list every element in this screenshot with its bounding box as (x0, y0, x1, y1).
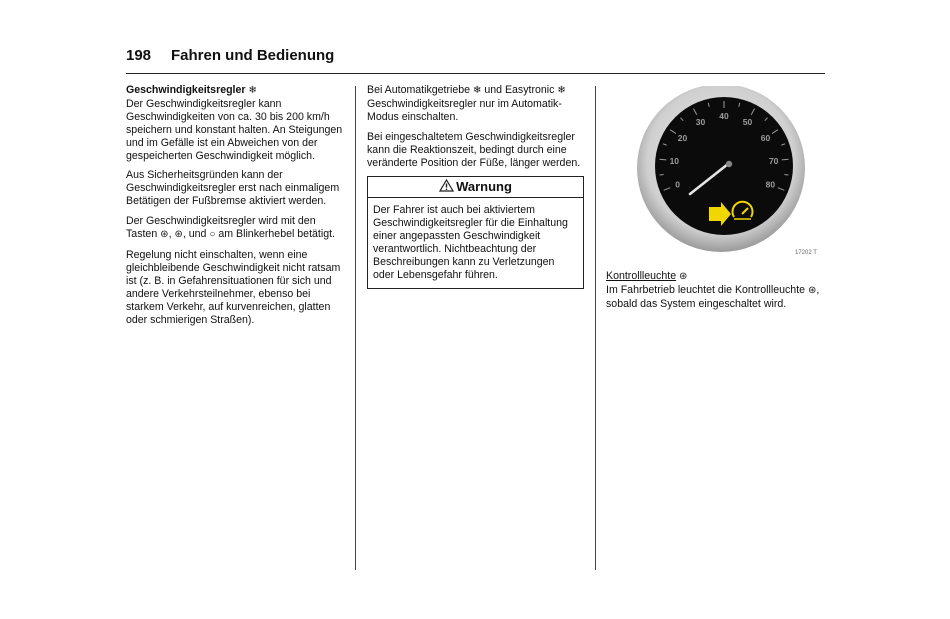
page-number: 198 (126, 47, 152, 64)
paragraph-safety: Aus Sicherheitsgründen kann der Geschwindigkeitsregler erst nach einmaligem Betätigen der Fußbremse aktiviert werden. (126, 169, 340, 208)
warning-title (368, 177, 583, 198)
kontroll-text-b: , sobald das System eingeschaltet wird. (606, 283, 820, 310)
automatic-text-c: Geschwindigkeitsregler nur im Automatik-Modus einschalten. (367, 97, 562, 123)
column-2 (367, 84, 587, 289)
column-divider-1 (355, 86, 356, 570)
column-3-text (606, 270, 831, 311)
paragraph-intro: Der Geschwindigkeitsregler kann Geschwindigkeiten von ca. 30 bis 200 km/h speichern und konstant halten. An Steigungen und im Gefälle ist ein Abweichen von der gespeicherten Geschwindigkeit möglich. (126, 97, 343, 162)
gauge-number: 60 (760, 133, 771, 143)
automatic-text-a: Bei Automatikgetriebe (367, 84, 471, 96)
warning-box (367, 176, 584, 288)
gauge-tick (782, 159, 789, 160)
option-snowflake-icon: ❄ (248, 85, 257, 96)
column-divider-2 (595, 86, 596, 570)
kontroll-description (606, 284, 831, 311)
automatic-text-b: und Easytronic (484, 84, 555, 96)
kontroll-heading-text: Kontrollleuchte (606, 270, 677, 282)
buttons-text-b: , (168, 228, 172, 241)
cruise-set-icon: ⊛ (160, 229, 169, 241)
page-title: Fahren und Bedienung (171, 47, 335, 64)
option-snowflake-icon: ❄ (473, 85, 482, 96)
warning-triangle-icon (439, 179, 454, 192)
gauge-number: 0 (675, 179, 680, 190)
gauge-needle-hub (726, 161, 732, 167)
gauge-tick (659, 159, 666, 160)
paragraph-caution: Regelung nicht einschalten, wenn eine gleichbleibende Geschwindigkeit nicht ratsam ist (z. B. in Gefahrensituationen für sich und andere Verkehrsteilnehmer, ebenso bei starkem Verkehr, auf kurvenreichen, glatten oder schmierigen Straßen). (126, 248, 341, 326)
buttons-text-a: Der Geschwindigkeitsregler wird mit den Tasten (126, 215, 316, 241)
buttons-text-c: , und (182, 228, 207, 241)
cruise-control-icon: ⊛ (679, 271, 688, 282)
kontroll-heading (606, 270, 831, 284)
header-rule (126, 73, 825, 74)
gauge-number: 50 (742, 116, 753, 127)
cruise-resume-icon: ⊛ (174, 229, 183, 241)
gauge-number: 80 (765, 179, 776, 190)
image-code: 17202 T (795, 250, 817, 256)
paragraph-reaction: Bei eingeschaltetem Geschwindigkeitsregler kann die Reaktionszeit, bedingt durch eine veränderte Position der Füße, länger werden. (367, 130, 581, 169)
section-heading (126, 84, 348, 98)
paragraph-automatic (367, 84, 587, 124)
page-header (126, 45, 826, 75)
gauge-number: 20 (677, 133, 688, 143)
gauge-number: 40 (719, 111, 729, 121)
column-1 (126, 84, 348, 333)
kontroll-text-a: Im Fahrbetrieb leuchtet die Kontrollleuchte (606, 283, 806, 296)
cruise-control-icon: ⊛ (808, 284, 817, 296)
paragraph-buttons (126, 215, 348, 242)
option-snowflake-icon: ❄ (557, 85, 566, 96)
gauge-number: 70 (768, 155, 779, 166)
warning-text: Der Fahrer ist auch bei aktiviertem Geschwindigkeitsregler für die Einhaltung einer angepassten Geschwindigkeit verantwortlich. Nichtbeachtung der Beschreibungen kann zu Verletzungen oder Lebensgefahr führen. (373, 204, 568, 281)
gauge-number: 30 (695, 116, 706, 127)
buttons-text-d: am Blinkerhebel betätigt. (218, 228, 335, 241)
gauge-tick (784, 175, 788, 176)
gauge-number: 10 (669, 155, 680, 166)
cruise-off-icon: ○ (209, 229, 216, 241)
speedometer-illustration (630, 86, 808, 256)
gauge-tick (660, 175, 664, 176)
section-heading-text: Geschwindigkeitsregler (126, 84, 246, 96)
warning-title-text: Warnung (456, 179, 512, 195)
